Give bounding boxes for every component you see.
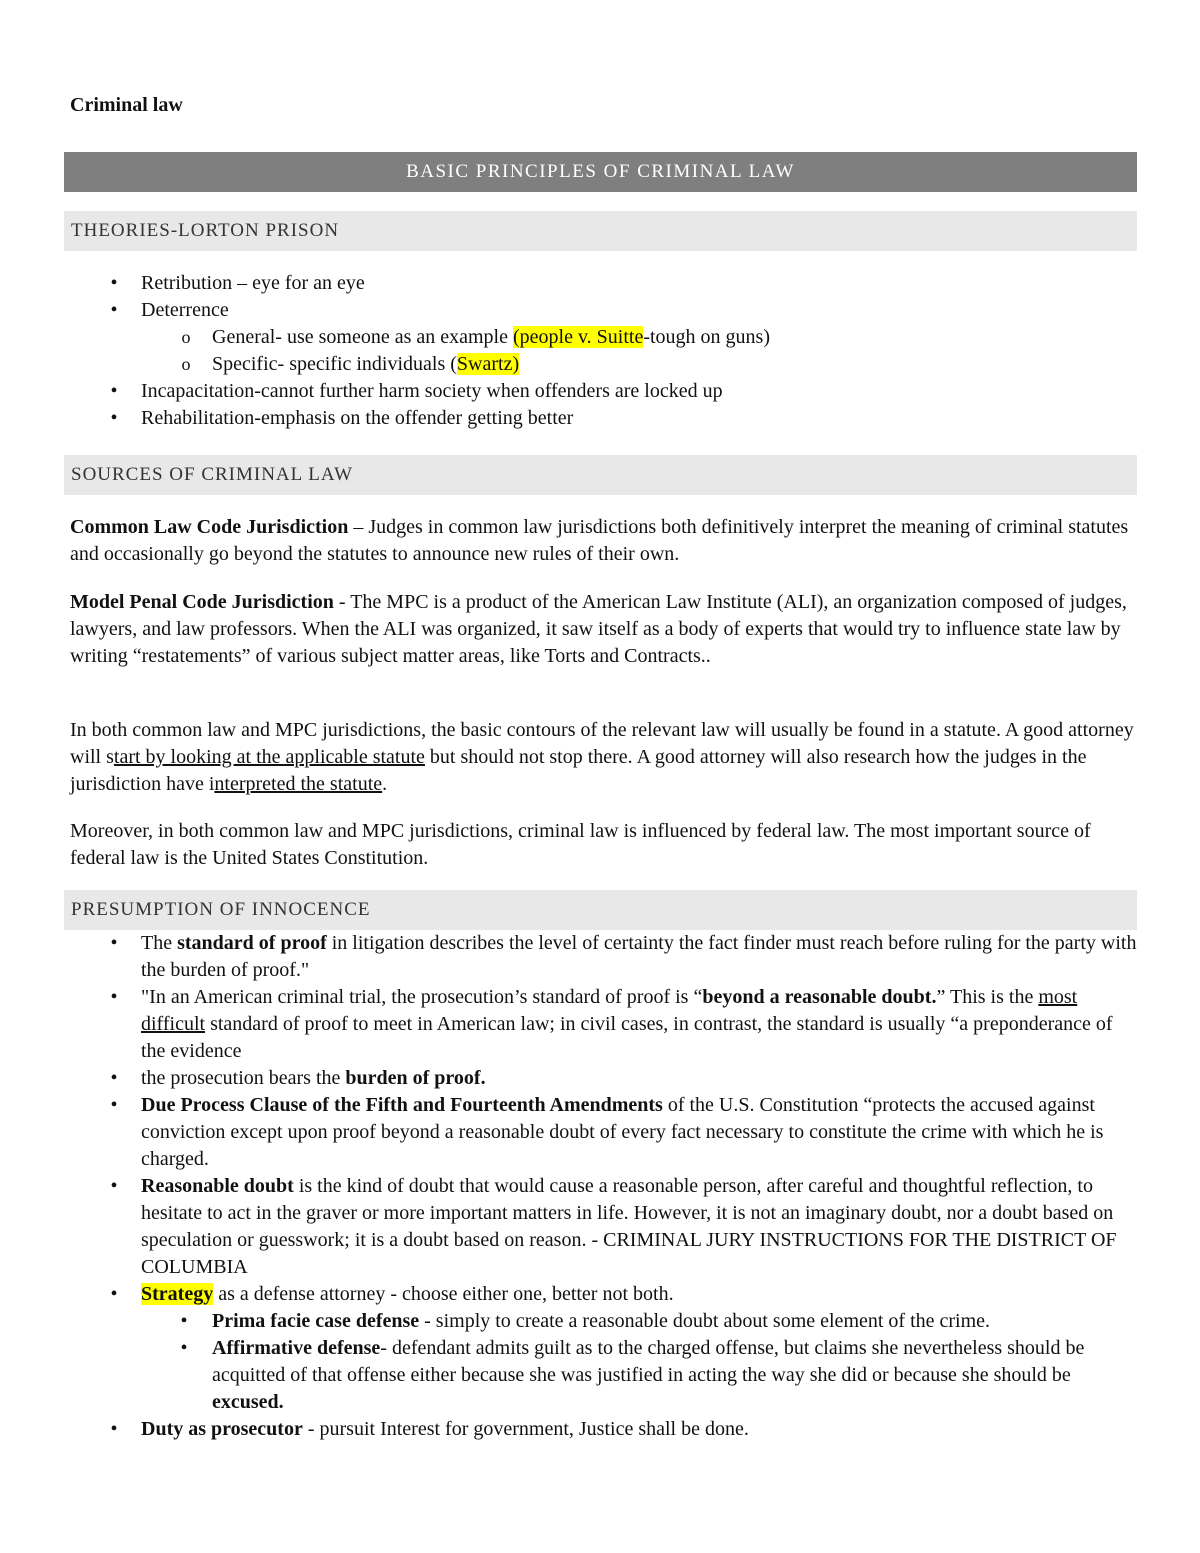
- circle-bullet-icon: o: [181, 327, 191, 347]
- sources-p3: In both common law and MPC jurisdictions, the basic contours of the relevant law will usually be found in a statute. A good attorney will start by looking at the applicable statute but should not stop there. A good attorney will also research how the judges in the jurisdiction have interpreted the statute.: [70, 719, 1134, 795]
- bullet-icon: •: [110, 380, 118, 402]
- list-item: • The standard of proof in litigation describes the level of certainty the fact finder must reach before ruling for the party with the burden of proof.": [70, 930, 1138, 984]
- bullet-icon: •: [110, 299, 118, 321]
- list-item: o General- use someone as an example (people v. Suitte-tough on guns): [70, 324, 1138, 351]
- presumption-list: [70, 930, 1138, 1443]
- bullet-icon: •: [110, 1283, 118, 1305]
- list-item: • Deterrence: [70, 297, 1138, 324]
- bullet-icon: •: [110, 1175, 118, 1197]
- document-title: Criminal law: [70, 94, 183, 116]
- sources-p4: Moreover, in both common law and MPC jurisdictions, criminal law is influenced by federal law. The most important source of federal law is the United States Constitution.: [70, 820, 1091, 869]
- bullet-icon: •: [110, 407, 118, 429]
- highlight: Swartz): [456, 353, 520, 375]
- bullet-icon: •: [110, 932, 118, 954]
- bullet-icon: •: [110, 986, 118, 1008]
- highlight: (people v. Suitte: [513, 326, 644, 348]
- list-item: • Duty as prosecutor - pursuit Interest for government, Justice shall be done.: [70, 1416, 1138, 1443]
- list-item: • Due Process Clause of the Fifth and Fourteenth Amendments of the U.S. Constitution “protects the accused against conviction except upon proof beyond a reasonable doubt of every fact necessary to constitute the crime with which he is charged.: [70, 1092, 1138, 1173]
- bullet-icon: •: [110, 272, 118, 294]
- list-item: • "In an American criminal trial, the prosecution’s standard of proof is “beyond a reasonable doubt.” This is the most difficult standard of proof to meet in American law; in civil cases, in contrast, the standard is usually “a preponderance of the evidence: [70, 984, 1138, 1065]
- theories-list: [70, 270, 1138, 432]
- bullet-icon: •: [180, 1310, 188, 1332]
- bullet-icon: •: [180, 1337, 188, 1359]
- bullet-icon: •: [110, 1094, 118, 1116]
- list-item: • Incapacitation-cannot further harm society when offenders are locked up: [70, 378, 1138, 405]
- section-heading-sources: SOURCES OF CRIMINAL LAW: [64, 455, 1137, 495]
- list-item: • Reasonable doubt is the kind of doubt that would cause a reasonable person, after careful and thoughtful reflection, to hesitate to act in the graver or more important matters in life. However, it is not an imaginary doubt, nor a doubt based on speculation or guesswork; it is a doubt based on reason. - CRIMINAL JURY INSTRUCTIONS FOR THE DISTRICT OF COLUMBIA: [70, 1173, 1138, 1281]
- list-item: • Retribution – eye for an eye: [70, 270, 1138, 297]
- bullet-icon: •: [110, 1067, 118, 1089]
- section-heading-presumption: PRESUMPTION OF INNOCENCE: [64, 890, 1137, 930]
- list-item: o Specific- specific individuals (Swartz): [70, 351, 1138, 378]
- bullet-icon: •: [110, 1418, 118, 1440]
- list-item: • Rehabilitation-emphasis on the offender getting better: [70, 405, 1138, 432]
- list-item: • Prima facie case defense - simply to create a reasonable doubt about some element of the crime.: [70, 1308, 1138, 1335]
- section-heading-theories: THEORIES-LORTON PRISON: [64, 211, 1137, 251]
- sources-p2: Model Penal Code Jurisdiction - The MPC is a product of the American Law Institute (ALI), an organization composed of judges, lawyers, and law professors. When the ALI was organized, it saw itself as a body of experts that would try to influence state law by writing “restatements” of various subject matter areas, like Torts and Contracts..: [70, 591, 1127, 667]
- highlight: Strategy: [141, 1283, 214, 1305]
- circle-bullet-icon: o: [181, 354, 191, 374]
- list-item: • Strategy as a defense attorney - choose either one, better not both.: [70, 1281, 1138, 1308]
- sources-p1: Common Law Code Jurisdiction – Judges in common law jurisdictions both definitively interpret the meaning of criminal statutes and occasionally go beyond the statutes to announce new rules of their own.: [70, 516, 1129, 565]
- list-item: • the prosecution bears the burden of proof.: [70, 1065, 1138, 1092]
- list-item: • Affirmative defense- defendant admits guilt as to the charged offense, but claims she nevertheless should be acquitted of that offense either because she was justified in acting the way she did or because she should be excused.: [70, 1335, 1138, 1416]
- chapter-banner: BASIC PRINCIPLES OF CRIMINAL LAW: [64, 152, 1137, 192]
